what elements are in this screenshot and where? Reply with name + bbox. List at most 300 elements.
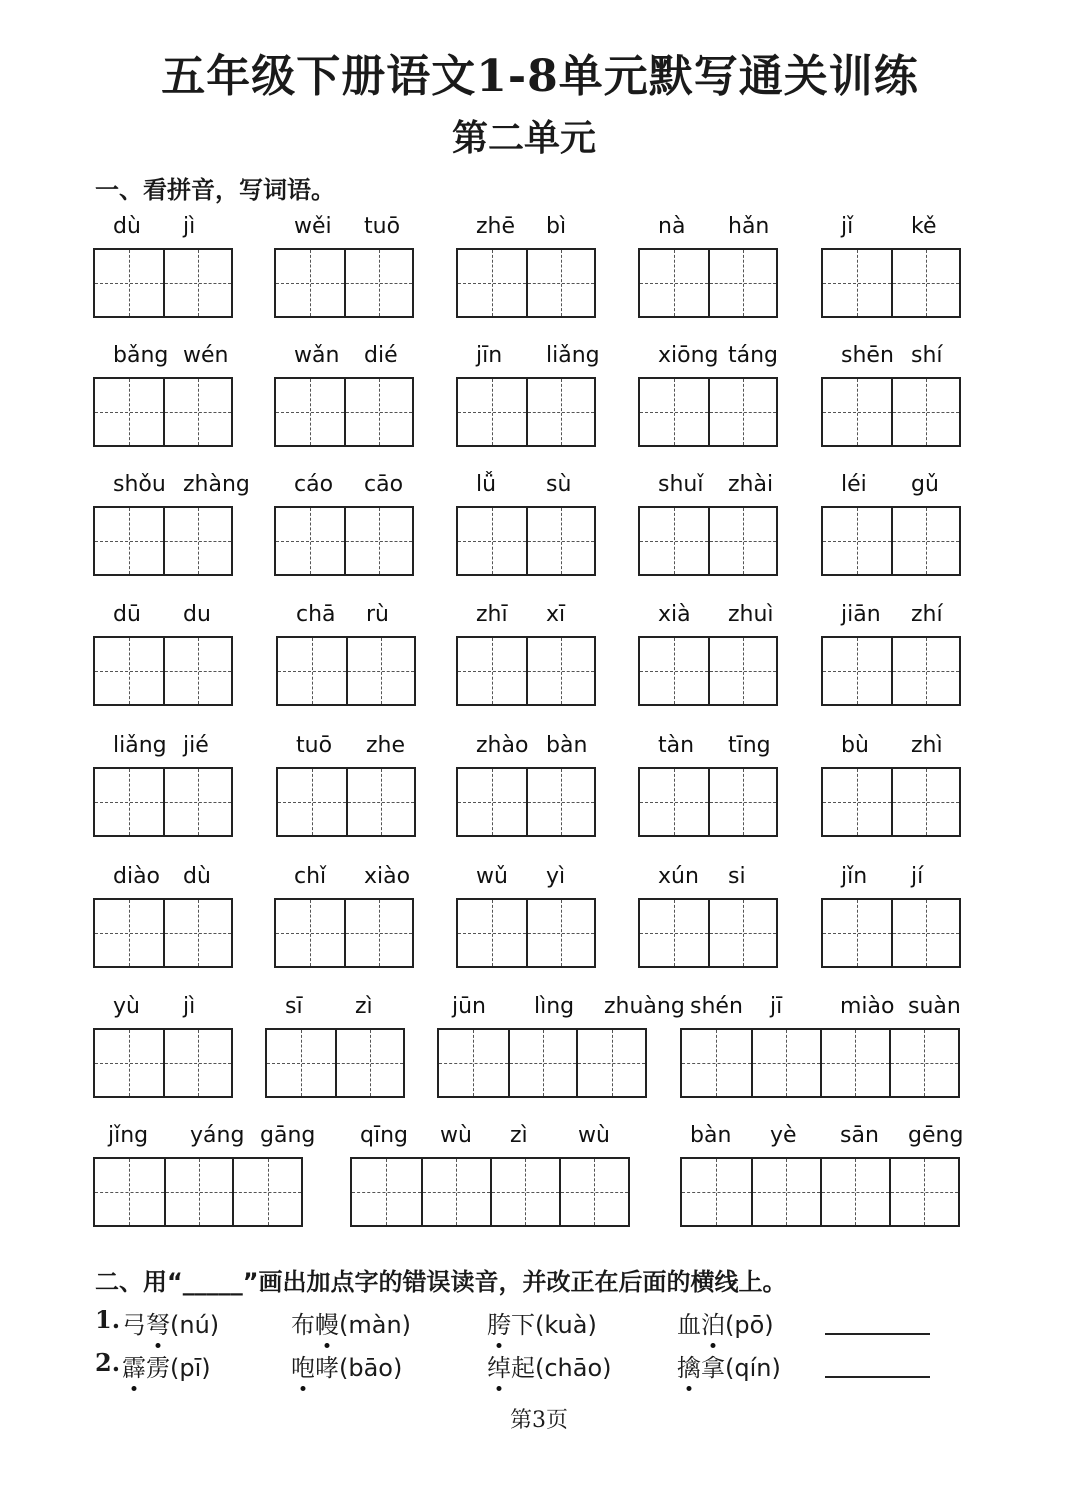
tianzige-cell[interactable]: [95, 508, 163, 574]
character: 雳: [146, 1354, 170, 1382]
tianzige-cell[interactable]: [267, 1030, 335, 1096]
pinyin-syllable: zhe: [366, 733, 406, 758]
tianzige-cell[interactable]: [889, 1030, 958, 1096]
pinyin-syllable: jīn: [476, 343, 503, 368]
tianzige-cell[interactable]: [891, 379, 959, 445]
tianzige-cell[interactable]: [823, 900, 891, 966]
tianzige-cell[interactable]: [458, 638, 526, 704]
dotted-character: 咆: [291, 1348, 315, 1383]
pinyin-word: [437, 994, 685, 1100]
pinyin-syllable: hǎn: [728, 214, 770, 239]
tianzige-cell[interactable]: [559, 1159, 628, 1225]
page-number: 第3页: [510, 1408, 568, 1433]
writing-boxes[interactable]: [680, 1157, 960, 1227]
tianzige-cell[interactable]: [682, 1030, 751, 1096]
writing-boxes[interactable]: [437, 1028, 647, 1098]
tianzige-cell[interactable]: [526, 900, 594, 966]
pinyin-syllable: jì: [183, 214, 196, 239]
pinyin-word: [638, 472, 778, 578]
pinyin-word: [93, 343, 233, 449]
pinyin-label: [456, 343, 600, 373]
pinyin-reading: (chāo): [535, 1354, 612, 1382]
tianzige-cell[interactable]: [163, 1030, 231, 1096]
character: 血: [677, 1311, 701, 1339]
tianzige-cell[interactable]: [163, 508, 231, 574]
tianzige-cell[interactable]: [640, 379, 708, 445]
word-with-reading[interactable]: [487, 1305, 597, 1340]
writing-boxes[interactable]: [638, 636, 778, 706]
pinyin-word: [680, 994, 960, 1100]
pinyin-word: [821, 602, 961, 708]
writing-boxes[interactable]: [638, 248, 778, 318]
pinyin-word: [274, 472, 414, 578]
pinyin-reading: (pō): [725, 1311, 774, 1339]
writing-boxes[interactable]: [93, 506, 233, 576]
tianzige-cell[interactable]: [823, 769, 891, 835]
tianzige-cell[interactable]: [708, 900, 776, 966]
pinyin-syllable: zhī: [476, 602, 508, 627]
tianzige-cell[interactable]: [95, 769, 163, 835]
pinyin-label: [276, 733, 416, 763]
pinyin-label: [93, 1123, 316, 1153]
writing-boxes[interactable]: [93, 636, 233, 706]
pinyin-label: [93, 733, 233, 763]
tianzige-cell[interactable]: [640, 508, 708, 574]
tianzige-cell[interactable]: [458, 769, 526, 835]
pinyin-word: [821, 214, 961, 320]
tianzige-cell[interactable]: [346, 769, 414, 835]
tianzige-cell[interactable]: [823, 508, 891, 574]
pinyin-syllable: shén: [690, 994, 743, 1019]
writing-boxes[interactable]: [456, 767, 596, 837]
pinyin-syllable: dié: [364, 343, 398, 368]
pinyin-label: [821, 602, 961, 632]
pinyin-syllable: bù: [841, 733, 869, 758]
pinyin-syllable: yè: [770, 1123, 797, 1148]
pinyin-word: [456, 602, 596, 708]
pinyin-label: [93, 214, 233, 244]
writing-boxes[interactable]: [456, 248, 596, 318]
page-subtitle: 第二单元: [451, 117, 596, 159]
tianzige-cell[interactable]: [708, 250, 776, 316]
tianzige-cell[interactable]: [95, 900, 163, 966]
writing-boxes[interactable]: [638, 506, 778, 576]
pinyin-syllable: léi: [841, 472, 867, 497]
tianzige-cell[interactable]: [526, 508, 594, 574]
pinyin-syllable: zhào: [476, 733, 529, 758]
writing-boxes[interactable]: [456, 377, 596, 447]
pinyin-syllable: suàn: [908, 994, 961, 1019]
pinyin-syllable: tuō: [364, 214, 401, 239]
pinyin-syllable: sān: [840, 1123, 879, 1148]
character: 拿: [701, 1354, 725, 1382]
tianzige-cell[interactable]: [95, 250, 163, 316]
writing-boxes[interactable]: [93, 1157, 303, 1227]
writing-boxes[interactable]: [274, 248, 414, 318]
tianzige-cell[interactable]: [891, 508, 959, 574]
pinyin-word: [456, 472, 596, 578]
pinyin-syllable: xiōng: [658, 343, 719, 368]
pinyin-syllable: liǎng: [113, 733, 167, 758]
pinyin-label: [93, 602, 233, 632]
pinyin-word: [638, 864, 778, 970]
pinyin-syllable: sī: [285, 994, 303, 1019]
pinyin-syllable: du: [183, 602, 211, 627]
writing-boxes[interactable]: [265, 1028, 405, 1098]
pinyin-syllable: lìng: [534, 994, 575, 1019]
writing-boxes[interactable]: [274, 377, 414, 447]
pinyin-label: [437, 994, 685, 1024]
word-with-reading[interactable]: [122, 1348, 211, 1383]
word-with-reading[interactable]: [291, 1305, 411, 1340]
dotted-character: 胯: [487, 1305, 511, 1340]
tianzige-cell[interactable]: [891, 638, 959, 704]
pinyin-word: [821, 864, 961, 970]
pinyin-syllable: jiān: [841, 602, 881, 627]
writing-boxes[interactable]: [638, 377, 778, 447]
pinyin-syllable: rù: [366, 602, 389, 627]
pinyin-syllable: shǒu: [113, 472, 166, 497]
pinyin-label: [680, 1123, 964, 1153]
tianzige-cell[interactable]: [640, 250, 708, 316]
writing-boxes[interactable]: [821, 248, 961, 318]
pinyin-syllable: zhí: [911, 602, 943, 627]
writing-boxes[interactable]: [350, 1157, 630, 1227]
pinyin-word: [93, 864, 233, 970]
tianzige-cell[interactable]: [163, 638, 231, 704]
pinyin-syllable: zhuì: [728, 602, 774, 627]
pinyin-syllable: jǐn: [841, 864, 868, 889]
tianzige-cell[interactable]: [458, 379, 526, 445]
pinyin-word: [456, 864, 596, 970]
pinyin-label: [274, 864, 414, 894]
pinyin-label: [680, 994, 960, 1024]
tianzige-cell[interactable]: [278, 769, 346, 835]
pinyin-word: [265, 994, 405, 1100]
tianzige-cell[interactable]: [421, 1159, 490, 1225]
pinyin-word: [638, 343, 778, 449]
tianzige-cell[interactable]: [708, 769, 776, 835]
pinyin-word: [93, 214, 233, 320]
pinyin-reading: (pī): [170, 1354, 211, 1382]
pinyin-reading: (bāo): [339, 1354, 403, 1382]
pinyin-word: [638, 602, 778, 708]
pinyin-label: [456, 733, 596, 763]
pinyin-syllable: xún: [658, 864, 699, 889]
pinyin-syllable: cáo: [294, 472, 334, 497]
tianzige-cell[interactable]: [335, 1030, 403, 1096]
pinyin-label: [456, 602, 596, 632]
dotted-character: 霹: [122, 1348, 146, 1383]
pinyin-label: [821, 214, 961, 244]
tianzige-cell[interactable]: [526, 638, 594, 704]
writing-boxes[interactable]: [638, 898, 778, 968]
tianzige-cell[interactable]: [526, 379, 594, 445]
word-with-reading[interactable]: [487, 1348, 612, 1383]
dotted-character: 泊: [701, 1305, 725, 1340]
pinyin-syllable: shuǐ: [658, 472, 704, 497]
pinyin-label: [93, 994, 233, 1024]
pinyin-syllable: gāng: [260, 1123, 316, 1148]
character: 起: [511, 1354, 535, 1382]
pinyin-word: [93, 602, 233, 708]
pinyin-syllable: zhài: [728, 472, 774, 497]
pinyin-label: [638, 602, 778, 632]
pinyin-word: [821, 343, 961, 449]
pinyin-syllable: chā: [296, 602, 336, 627]
writing-boxes[interactable]: [276, 767, 416, 837]
tianzige-cell[interactable]: [232, 1159, 301, 1225]
pinyin-label: [821, 343, 961, 373]
tianzige-cell[interactable]: [640, 900, 708, 966]
tianzige-cell[interactable]: [278, 638, 346, 704]
pinyin-syllable: táng: [728, 343, 779, 368]
tianzige-cell[interactable]: [458, 900, 526, 966]
pinyin-word: [350, 1123, 630, 1229]
tianzige-cell[interactable]: [891, 769, 959, 835]
tianzige-cell[interactable]: [820, 1030, 889, 1096]
pinyin-syllable: zì: [355, 994, 373, 1019]
tianzige-cell[interactable]: [889, 1159, 958, 1225]
pinyin-syllable: qīng: [360, 1123, 408, 1148]
question-row: [95, 1348, 955, 1384]
tianzige-cell[interactable]: [163, 900, 231, 966]
pinyin-syllable: dù: [113, 214, 141, 239]
pinyin-syllable: sù: [546, 472, 572, 497]
tianzige-cell[interactable]: [163, 250, 231, 316]
pinyin-syllable: jǐng: [108, 1123, 149, 1148]
writing-boxes[interactable]: [93, 767, 233, 837]
pinyin-syllable: jì: [183, 994, 196, 1019]
pinyin-reading: (nú): [170, 1311, 220, 1339]
pinyin-syllable: chǐ: [294, 864, 327, 889]
pinyin-label: [821, 864, 961, 894]
pinyin-syllable: gǔ: [911, 472, 939, 497]
pinyin-syllable: tīng: [728, 733, 771, 758]
pinyin-word: [93, 1123, 316, 1229]
tianzige-cell[interactable]: [526, 250, 594, 316]
pinyin-word: [821, 472, 961, 578]
tianzige-cell[interactable]: [823, 638, 891, 704]
section1-heading: 一、看拼音，写词语。: [95, 176, 335, 204]
pinyin-syllable: jí: [911, 864, 924, 889]
tianzige-cell[interactable]: [458, 508, 526, 574]
word-with-reading[interactable]: [291, 1348, 402, 1383]
pinyin-label: [274, 472, 414, 502]
pinyin-label: [456, 864, 596, 894]
writing-boxes[interactable]: [276, 636, 416, 706]
tianzige-cell[interactable]: [458, 250, 526, 316]
pinyin-syllable: wěi: [294, 214, 332, 239]
pinyin-syllable: nà: [658, 214, 686, 239]
character: 下: [511, 1311, 535, 1339]
tianzige-cell[interactable]: [163, 379, 231, 445]
pinyin-reading: (kuà): [535, 1311, 597, 1339]
tianzige-cell[interactable]: [708, 638, 776, 704]
tianzige-cell[interactable]: [164, 1159, 233, 1225]
dotted-character: 绰: [487, 1348, 511, 1383]
writing-boxes[interactable]: [821, 506, 961, 576]
pinyin-label: [638, 214, 778, 244]
tianzige-cell[interactable]: [95, 379, 163, 445]
tianzige-cell[interactable]: [751, 1159, 820, 1225]
pinyin-syllable: jī: [770, 994, 783, 1019]
tianzige-cell[interactable]: [708, 508, 776, 574]
tianzige-cell[interactable]: [276, 508, 344, 574]
pinyin-word: [638, 214, 778, 320]
pinyin-syllable: zhuàng: [604, 994, 685, 1019]
tianzige-cell[interactable]: [891, 900, 959, 966]
pinyin-label: [93, 472, 250, 502]
tianzige-cell[interactable]: [820, 1159, 889, 1225]
pinyin-word: [93, 733, 233, 839]
pinyin-syllable: wù: [578, 1123, 610, 1148]
tianzige-cell[interactable]: [751, 1030, 820, 1096]
pinyin-reading: (màn): [339, 1311, 412, 1339]
tianzige-cell[interactable]: [526, 769, 594, 835]
tianzige-cell[interactable]: [163, 769, 231, 835]
pinyin-label: [638, 343, 778, 373]
pinyin-word: [638, 733, 778, 839]
tianzige-cell[interactable]: [439, 1030, 508, 1096]
tianzige-cell[interactable]: [640, 638, 708, 704]
dotted-character: 擒: [677, 1348, 701, 1383]
pinyin-label: [276, 602, 416, 632]
answer-blank-line[interactable]: [825, 1333, 930, 1335]
page-title: 五年级下册语文1-8单元默写通关训练: [161, 51, 919, 102]
pinyin-word: [93, 994, 233, 1100]
pinyin-syllable: wén: [183, 343, 229, 368]
tianzige-cell[interactable]: [682, 1159, 751, 1225]
pinyin-word: [456, 733, 596, 839]
pinyin-syllable: bǎng: [113, 343, 169, 368]
writing-boxes[interactable]: [680, 1028, 960, 1098]
pinyin-syllable: xià: [658, 602, 691, 627]
pinyin-syllable: wù: [440, 1123, 472, 1148]
writing-boxes[interactable]: [93, 248, 233, 318]
pinyin-word: [456, 343, 600, 449]
pinyin-label: [93, 864, 233, 894]
writing-boxes[interactable]: [456, 636, 596, 706]
tianzige-cell[interactable]: [276, 379, 344, 445]
tianzige-cell[interactable]: [344, 250, 412, 316]
pinyin-label: [638, 733, 778, 763]
dotted-character: 弩: [146, 1305, 170, 1340]
pinyin-syllable: jūn: [452, 994, 486, 1019]
pinyin-syllable: shí: [911, 343, 943, 368]
answer-blank-line[interactable]: [825, 1376, 930, 1378]
pinyin-syllable: yáng: [190, 1123, 245, 1148]
pinyin-word: [93, 472, 250, 578]
writing-boxes[interactable]: [93, 377, 233, 447]
pinyin-word: [456, 214, 596, 320]
pinyin-syllable: zhàng: [183, 472, 250, 497]
pinyin-reading: (qín): [725, 1354, 781, 1382]
writing-boxes[interactable]: [456, 898, 596, 968]
pinyin-label: [638, 864, 778, 894]
tianzige-cell[interactable]: [708, 379, 776, 445]
word-with-reading[interactable]: [677, 1348, 781, 1383]
tianzige-cell[interactable]: [276, 900, 344, 966]
pinyin-label: [456, 472, 596, 502]
question-number: 2.: [95, 1348, 121, 1377]
tianzige-cell[interactable]: [95, 1030, 163, 1096]
pinyin-syllable: wǎn: [294, 343, 340, 368]
tianzige-cell[interactable]: [276, 250, 344, 316]
tianzige-cell[interactable]: [95, 638, 163, 704]
pinyin-syllable: yù: [113, 994, 140, 1019]
pinyin-syllable: shēn: [841, 343, 894, 368]
pinyin-syllable: xiào: [364, 864, 411, 889]
writing-boxes[interactable]: [93, 898, 233, 968]
tianzige-cell[interactable]: [823, 250, 891, 316]
character: 哮: [315, 1354, 339, 1382]
pinyin-label: [274, 343, 414, 373]
pinyin-syllable: yì: [546, 864, 566, 889]
tianzige-cell[interactable]: [640, 769, 708, 835]
section2-heading: 二、用“_____”画出加点字的错误读音，并改正在后面的横线上。: [95, 1268, 787, 1296]
pinyin-syllable: jǐ: [841, 214, 854, 239]
writing-boxes[interactable]: [821, 636, 961, 706]
pinyin-syllable: dù: [183, 864, 211, 889]
pinyin-label: [638, 472, 778, 502]
writing-boxes[interactable]: [821, 898, 961, 968]
pinyin-label: [93, 343, 233, 373]
character: 布: [291, 1311, 315, 1339]
pinyin-label: [821, 472, 961, 502]
pinyin-syllable: bàn: [546, 733, 588, 758]
pinyin-syllable: xī: [546, 602, 566, 627]
tianzige-cell[interactable]: [823, 379, 891, 445]
tianzige-cell[interactable]: [344, 379, 412, 445]
word-with-reading[interactable]: [677, 1305, 774, 1340]
pinyin-syllable: wǔ: [476, 864, 508, 889]
writing-boxes[interactable]: [93, 1028, 233, 1098]
pinyin-syllable: si: [728, 864, 746, 889]
tianzige-cell[interactable]: [95, 1159, 164, 1225]
writing-boxes[interactable]: [456, 506, 596, 576]
dotted-character: 幔: [315, 1305, 339, 1340]
writing-boxes[interactable]: [821, 767, 961, 837]
tianzige-cell[interactable]: [576, 1030, 645, 1096]
pinyin-word: [274, 214, 414, 320]
tianzige-cell[interactable]: [891, 250, 959, 316]
writing-boxes[interactable]: [638, 767, 778, 837]
tianzige-cell[interactable]: [344, 900, 412, 966]
pinyin-syllable: cāo: [364, 472, 404, 497]
pinyin-word: [276, 733, 416, 839]
pinyin-label: [265, 994, 405, 1024]
writing-boxes[interactable]: [274, 898, 414, 968]
writing-boxes[interactable]: [274, 506, 414, 576]
pinyin-label: [456, 214, 596, 244]
writing-boxes[interactable]: [821, 377, 961, 447]
pinyin-label: [821, 733, 961, 763]
tianzige-cell[interactable]: [344, 508, 412, 574]
tianzige-cell[interactable]: [352, 1159, 421, 1225]
tianzige-cell[interactable]: [508, 1030, 577, 1096]
tianzige-cell[interactable]: [346, 638, 414, 704]
character: 弓: [122, 1311, 146, 1339]
pinyin-word: [821, 733, 961, 839]
pinyin-syllable: bì: [546, 214, 567, 239]
word-with-reading[interactable]: [122, 1305, 219, 1340]
pinyin-word: [274, 343, 414, 449]
pinyin-syllable: zhì: [911, 733, 943, 758]
question-number: 1.: [95, 1305, 121, 1334]
pinyin-syllable: tuō: [296, 733, 333, 758]
tianzige-cell[interactable]: [490, 1159, 559, 1225]
